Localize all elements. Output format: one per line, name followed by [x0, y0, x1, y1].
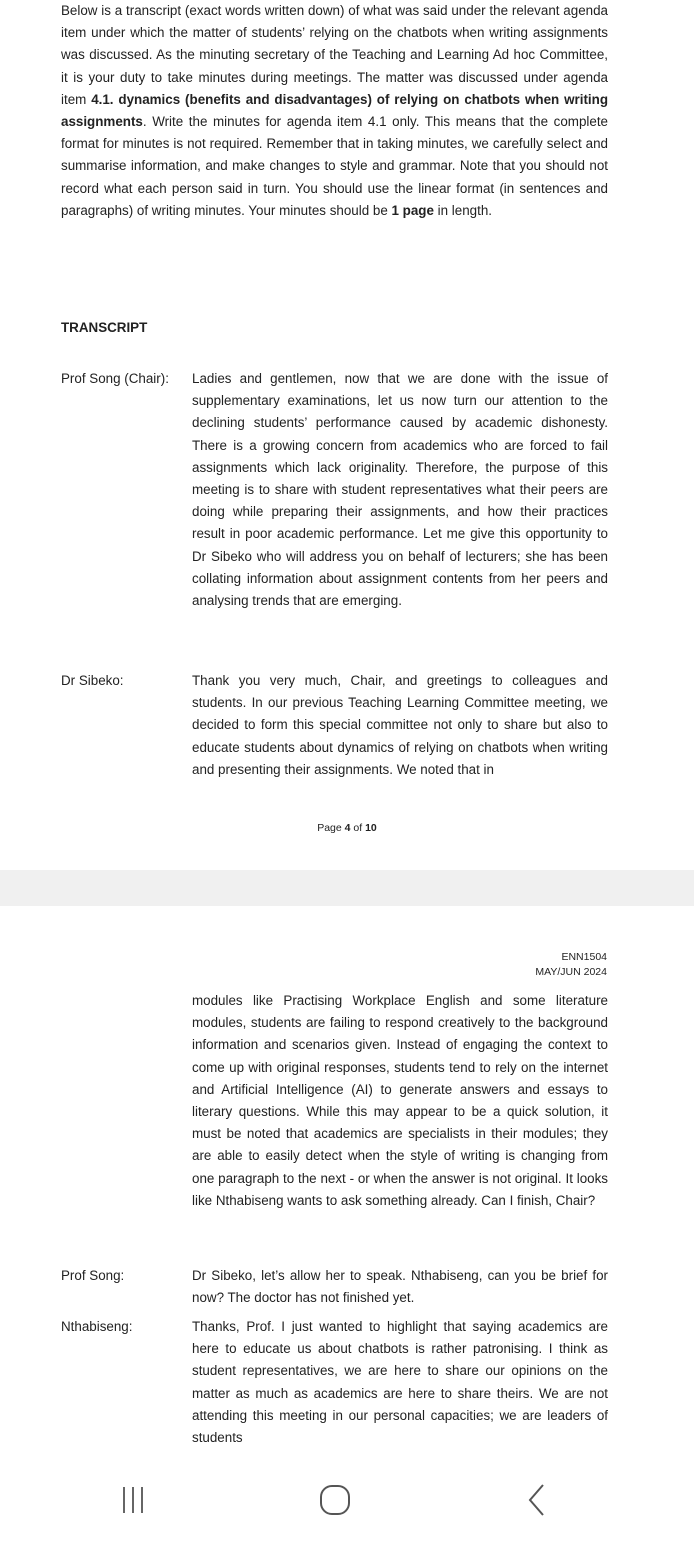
page-number: Page 4 of 10 [317, 822, 377, 834]
exam-session: MAY/JUN 2024 [535, 966, 607, 978]
speech-text: Thank you very much, Chair, and greetings to colleagues and students. In our previous Teaching Learning Committee meeting, we decided to form this special committee not only to share but also to educate students about dynamics of relying on chatbots when writing and presenting their assignments. We noted that in [192, 673, 608, 777]
document-page-5 [0, 906, 694, 1458]
instructions [61, 0, 608, 222]
android-navigation-bar [0, 1458, 694, 1543]
page-header [535, 950, 607, 980]
instructions-paragraph: Below is a transcript (exact words written down) of what was said under the relevant agenda item under which the matter of students’ relying on the chatbots when writing assignments was discussed. As the minuting secretary of the Teaching and Learning Ad hoc Committee, it is your duty to take minutes during meetings. The matter was discussed under agenda item 4.1. dynamics (benefits and disadvantages) of relying on chatbots when writing assignments. Write the minutes for agenda item 4.1 only. This means that the complete format for minutes is not required. Remember that in taking minutes, we carefully select and summarise information, and make changes to style and grammar. Note that you should not record what each person said in turn. You should use the linear format (in sentences and paragraphs) of writing minutes. Your minutes should be 1 page in length. [61, 3, 608, 218]
speaker-name: Prof Song (Chair): [61, 371, 169, 386]
back-button[interactable] [507, 1482, 567, 1518]
speaker-name: Prof Song: [61, 1268, 125, 1283]
page-separator [0, 870, 694, 906]
speaker-name: Nthabiseng: [61, 1319, 133, 1334]
module-code: ENN1504 [561, 951, 607, 963]
recents-icon [118, 1485, 148, 1515]
speech-text: Thanks, Prof. I just wanted to highlight that saying academics are here to educate us about chatbots is rather patronising. I think as student representatives, we are here to share our opinions on the matter as much as academics are here to share theirs. We are not attending this meeting in our personal capacities; we are leaders of students [192, 1319, 608, 1446]
home-icon [319, 1484, 351, 1516]
speaker-name: Dr Sibeko: [61, 673, 124, 688]
home-button[interactable] [305, 1482, 365, 1518]
recents-button[interactable] [103, 1482, 163, 1518]
speech-text: modules like Practising Workplace English and some literature modules, students are failing to respond creatively to the background information and scenarios given. Instead of engaging the context to come up with original responses, students tend to rely on the internet and Artificial Intelligence (AI) to generate answers and essays to literary questions. While this may appear to be a quick solution, it must be noted that academics are specialists in their modules; they are able to easily detect when the style of writing is changing from one paragraph to the next - or when the answer is not original. It looks like Nthabiseng wants to ask something already. Can I finish, Chair? [192, 993, 608, 1208]
agenda-item-title: 4.1. dynamics (benefits and disadvantages) of relying on chatbots when writing assignments [61, 91, 608, 130]
transcript-heading: TRANSCRIPT [61, 320, 148, 335]
back-icon [525, 1482, 549, 1518]
speech-text: Dr Sibeko, let’s allow her to speak. Nthabiseng, can you be brief for now? The doctor has not finished yet. [192, 1268, 608, 1306]
length-requirement: 1 page [391, 202, 434, 218]
speech-text: Ladies and gentlemen, now that we are done with the issue of supplementary examinations, let us now turn our attention to the declining students’ performance caused by academic dishonesty. There is a growing concern from academics who are forced to fail assignments which lack originality. Therefore, the purpose of this meeting is to share with student representatives what their peers are doing while preparing their assignments, and how their practices result in poor academic performance. Let me give this opportunity to Dr Sibeko who will address you on behalf of lecturers; she has been collating information about assignment contents from her peers and analysing trends that are emerging. [192, 371, 608, 609]
